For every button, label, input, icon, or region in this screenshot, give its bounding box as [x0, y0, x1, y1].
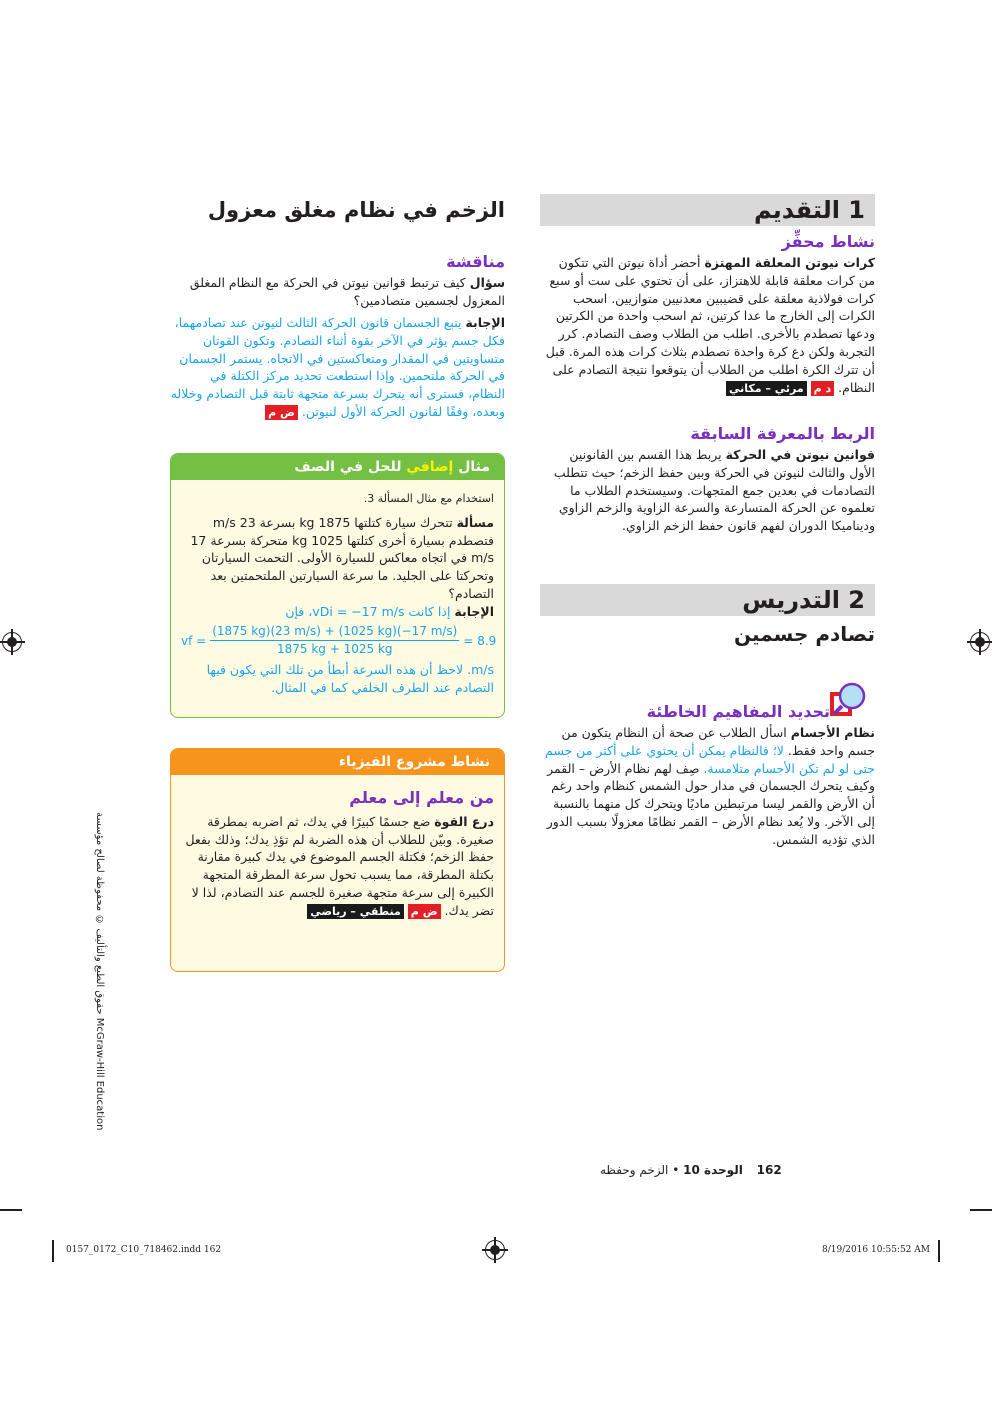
misconception-paragraph — [540, 724, 875, 849]
project-bold: درع القوة — [434, 813, 494, 829]
answer-label: الإجابة — [465, 315, 505, 330]
link-title: الربط بالمعرفة السابقة — [690, 424, 875, 443]
discussion-question — [170, 274, 505, 310]
slug-filename: 0157_0172_C10_718462.indd 162 — [66, 1245, 222, 1255]
tag-badge: د م — [811, 381, 835, 396]
project-body — [171, 775, 504, 920]
registration-mark-icon — [970, 632, 990, 652]
magnifier-icon — [828, 680, 870, 722]
equation-lhs: vf = — [181, 633, 207, 648]
project-text: ضع جسمًا كبيرًا في يدك، ثم اضربه بمطرقة صغيرة. وبيّن للطلاب أن هذه الضربة لم تؤذِ يدك؛ وذلك بفعل حفظ الزخم؛ فكتلة الجسم الموضوع في يدك كبيرة مقارنة بكتلة المطرقة، مما يسبب تحول سرعة المطرقة المتجهة الكبيرة إلى سرعة متجهة صغيرة للجسم عند التصادم، لذا لا تضر يدك. — [185, 813, 494, 918]
example-box — [170, 453, 505, 718]
unit-title: الزخم وحفظه — [600, 1163, 669, 1177]
crop-mark — [970, 1209, 992, 1211]
project-paragraph — [181, 813, 494, 920]
example-answer-label: الإجابة — [454, 603, 494, 619]
problem-text: تتحرك سيارة كتلتها 1875 kg بسرعة 23 m/s فتصطدم بسيارة أخرى كتلتها 1025 kg متحركة بسرعة 17 m/s في اتجاه معاكس للسيارة الأولى. التحمت السيارتان وتحركتا على الجليد. ما سرعة السيارتين الملتحمتين بعد التصادم؟ — [190, 514, 494, 601]
link-bold: قوانين نيوتن في الحركة — [725, 447, 875, 462]
discussion-answer — [170, 314, 505, 421]
example-body — [171, 480, 504, 697]
example-answer-text: إذا كانت vDi = −17 m/s، فإن — [285, 603, 455, 619]
tag-badge: مرئي – مكاني — [726, 381, 807, 396]
section-2-header — [540, 584, 875, 616]
example-head-text: مثال — [453, 459, 490, 475]
tag-badge: منطقي – رياضي — [307, 904, 404, 919]
misconception-bold: نظام الأجسام — [790, 725, 875, 740]
tag-badge: ض م — [265, 405, 298, 420]
question-label: سؤال — [469, 275, 505, 290]
example-intro: استخدام مع مثال المسألة 3. — [363, 492, 494, 505]
equation-numerator: (1875 kg)(23 m/s) + (1025 kg)(−17 m/s) — [210, 623, 459, 642]
link-paragraph — [540, 446, 875, 535]
example-box-header — [171, 454, 504, 480]
activity-bold: كرات نيوتن المعلقة المهتزة — [704, 255, 875, 270]
question-text: كيف ترتبط قوانين نيوتن في الحركة مع النظام المغلق المعزول لجسمين متصادمين؟ — [189, 275, 505, 308]
unit-label: الوحدة 10 — [683, 1163, 743, 1177]
equation-rhs: = 8.9 — [463, 633, 497, 648]
example-head-text-2: للحل في الصف — [294, 459, 407, 475]
registration-mark-icon — [485, 1240, 505, 1260]
crop-mark — [0, 1209, 22, 1211]
copyright-vertical: حقوق الطبع والتأليف © محفوظة لصالح مؤسسة McGraw-Hill Education — [94, 812, 105, 1131]
activity-paragraph — [540, 254, 875, 396]
equation — [181, 621, 497, 662]
example-problem — [181, 514, 494, 603]
equation-fraction — [210, 623, 459, 660]
project-title: من معلم إلى معلم — [349, 788, 494, 807]
slug-timestamp: 8/19/2016 10:55:52 AM — [821, 1245, 930, 1255]
section-1-header — [540, 194, 875, 226]
answer-text: يتبع الجسمان قانون الحركة الثالث لنيوتن عند تصادمهما، فكل جسم يؤثر في الآخر بقوة أثناء التصادم. وتكون القوتان متساويتين في المقدار ومتعاكستين في الاتجاه. يستمر الجسمان في الحركة ملتحمين. وإذا استطعت تحديد مركز الكتلة في النظام، فسترى أنه يتحرك بسرعة متجهة ثابتة قبل التصادم وخلاله وبعده، وفقًا لقانون الحركة الأول لنيوتن. — [170, 315, 505, 419]
section-2-title: 2 التدريس — [742, 586, 865, 614]
misconception-text: اسأل الطلاب عن صحة أن النظام يتكون من جسم واحد فقط. — [561, 725, 875, 758]
activity-text: أحضر أداة نيوتن التي تتكون من كرات معلقة قابلة للاهتزاز، على أن تحتوي على ست أو سبع كرات فولاذية معلقة على قضيبين معدنيين متوازيين. اسحب الكرات إلى الخارج ما عدا كرتين، ثم اسحب واحدة من الكرتين ودعها تصطدم بالأخرى. اطلب من الطلاب وصف التصادم. كرر التجربة ولكن دع كرة واحدة تصطدم بثلاث كرات هذه المرة. قبل أن تترك الكرة اطلب من الطلاب أن يتوقعوا نتيجة التصادم على النظام. — [545, 255, 875, 395]
project-box — [170, 748, 505, 972]
section-2-subtitle: تصادم جسمين — [734, 622, 875, 646]
page-title: الزخم في نظام مغلق معزول — [207, 198, 505, 222]
example-answer — [181, 603, 494, 621]
tag-badge: ض م — [408, 904, 441, 919]
equation-denominator: 1875 kg + 1025 kg — [277, 642, 393, 657]
misconception-answer: لا؛ فالنظام يمكن أن يحتوي على أكثر من جسم حتى لو لم تكن الأجسام متلامسة. — [545, 742, 875, 776]
crop-mark — [938, 1240, 940, 1262]
misconception-title: تحديد المفاهيم الخاطئة — [646, 702, 830, 721]
registration-mark-icon — [2, 632, 22, 652]
example-answer-tail: m/s. لاحظ أن هذه السرعة أبطأ من تلك التي يكون فيها التصادم عند الطرف الخلفي كما في المثال. — [206, 662, 494, 695]
section-1-title: 1 التقديم — [753, 196, 865, 224]
example-head-highlight: إضافي — [406, 459, 454, 475]
discussion-title: مناقشة — [446, 252, 505, 271]
page-number: 162 — [756, 1163, 782, 1177]
problem-label: مسألة — [456, 514, 494, 530]
misconception-text-2: صِف لهم نظام الأرض – القمر وكيف يتحرك الجسمان في مدار حول الشمس كنظام واحد رغم أن الأرض والقمر ليسا مرتبطين ماديًا ويتحرك كل منهما بالنسبة إلى الآخر. ولا يُعد نظام الأرض – القمر نظامًا معزولًا بسبب الدور الذي تؤديه الشمس. — [546, 760, 875, 847]
page-footer — [600, 1163, 875, 1177]
link-text: يربط هذا القسم بين القانونين الأول والثالث لنيوتن في الحركة وبين حفظ الزخم؛ حيث تتطلب التصادمات في بعدين جمع المتجهات. وسيستخدم الطلاب ما تعلموه عن الحركة المتسارعة والسرعة الزاوية والزخم الزاوي وديناميكا الدوران لفهم قانون حفظ الزخم الزاوي. — [553, 447, 875, 534]
project-box-header: نشاط مشروع الفيزياء — [171, 749, 504, 775]
crop-mark — [52, 1240, 54, 1262]
activity-title: نشاط محفِّز — [781, 232, 875, 251]
footer-bullet: • — [672, 1163, 680, 1177]
